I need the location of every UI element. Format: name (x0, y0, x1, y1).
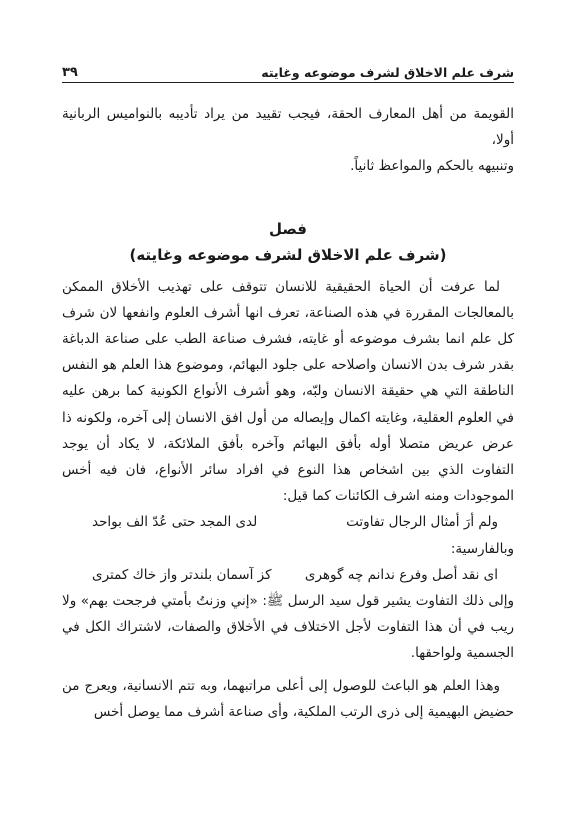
verse-1 (62, 509, 514, 535)
intro-line-2: وتنبيهه بالحكم والمواعظ ثانياً. (350, 158, 514, 175)
paragraph-2: وإلى ذلك التفاوت يشير قول سيد الرسل ﷺ: «إني وزنتُ بأمتي فرجحت بهم» ولا ريب في أن هذا التفاوت لأجل الاختلاف في الأخلاق والصفات، لاشتراك الكل في الجسمية ولواحقها. (62, 593, 514, 662)
verse-1-right: ولم أرَ أمثال الرجال تفاوتت (346, 514, 498, 531)
intro-line-1: القويمة من أهل المعارف الحقة، فيجب تقييد من يراد تأديبه بالنواميس الربانية أولا، (62, 106, 514, 149)
page-number: ٣٩ (62, 65, 78, 80)
paragraph-1: لما عرفت أن الحياة الحقيقية للانسان تتوقف على تهذيب الأخلاق الممكن بالمعالجات المقررة في هذه الصناعة، تعرف انها أشرف العلوم وانفعها لان شرف كل علم انما بشرف موضوعه أو غايته، فشرف صناعة الطب على صناعة الدباغة بقدر شرف بدن الانسان واصلاحه على جلود البهائم، وموضوع هذا العلم هو النفس الناطقة التي هي حقيقة الانسان ولبّه، وهو أشرف الأنواع الكونية كما برهن عليه في العلوم العقلية، وغايته اكمال وإيصاله من أول افق الانسان إلى آخره، ولكونه ذا عرض عريض متصلا أوله بأفق البهائم وآخره بأفق الملائكة، لا يكاد أن يوجد التفاوت الذي بين اشخاص هذا النوع في افراد سائر الأنواع، فان فيه أخس الموجودات ومنه اشرف الكائنات كما قيل: (62, 278, 514, 505)
verse-2-right: اى نقد أصل وفرع ندانم چه گوهرى (304, 566, 498, 583)
verse-1-left: لدى المجد حتى عُدّ الف بواحد (92, 514, 258, 531)
running-header (62, 58, 514, 83)
header-title: شرف علم الاخلاق لشرف موضوعه وغايته (261, 65, 514, 80)
book-page (62, 58, 514, 725)
persian-label: وبالفارسية: (450, 540, 514, 557)
section-heading: فصل (269, 219, 307, 238)
verse-2-left: كز آسمان بلندتر واز خاك كمترى (92, 566, 272, 583)
verse-2 (62, 562, 514, 588)
section-subheading: (شرف علم الاخلاق لشرف موضوعه وغايته) (129, 245, 447, 264)
paragraph-3: وهذا العلم هو الباعث للوصول إلى أعلى مراتبهما، وبه تتم الانسانية، ويعرج من حضيض البهيمية إلى ذرى الرتب الملكية، وأى صناعة أشرف مما يوصل أخس (62, 677, 514, 720)
